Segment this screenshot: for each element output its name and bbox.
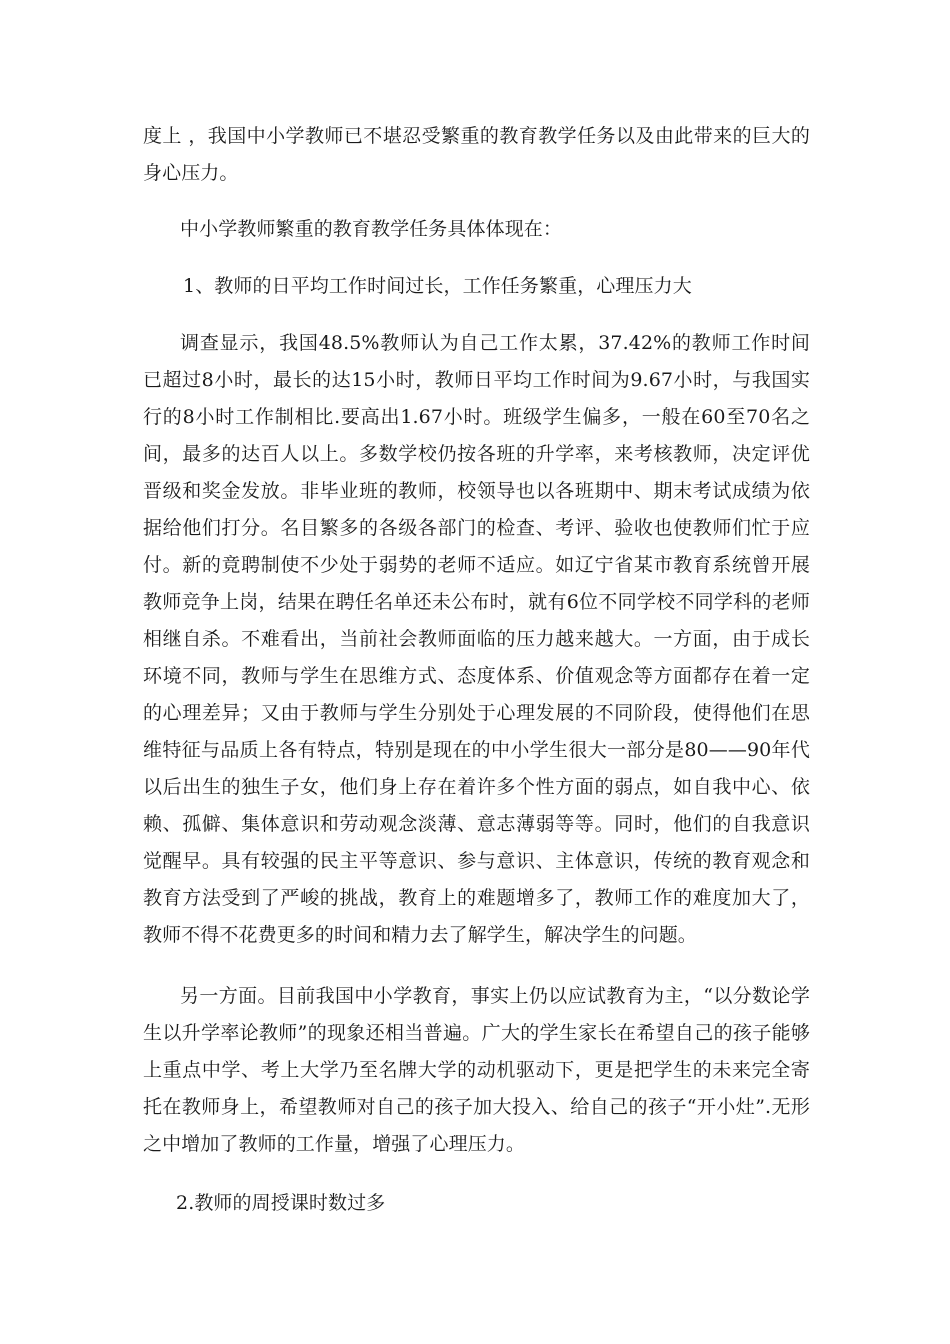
body-paragraph-other-aspect: 另一方面。目前我国中小学教育，事实上仍以应试教育为主，“以分数论学生以升学率论教师”的现象还相当普遍。广大的学生家长在希望自己的孩子能够上重点中学、考上大学乃至名牌大学的动机驱动下，更是把学生的未来完全寄托在教师身上，希望教师对自己的孩子加大投入、给自己的孩子“开小灶”.无形之中增加了教师的工作量，增强了心理压力。 bbox=[143, 985, 810, 1155]
body-paragraph-continuation: 度上 ，我国中小学教师已不堪忍受繁重的教育教学任务以及由此带来的巨大的身心压力。 bbox=[143, 125, 810, 184]
document-page bbox=[143, 0, 810, 1344]
body-paragraph-survey: 调查显示，我国48.5%教师认为自己工作太累，37.42%的教师工作时间已超过8小时，最长的达15小时，教师日平均工作时间为9.67小时，与我国实行的8小时工作制相比.要高出1.67小时。班级学生偏多，一般在60至70名之间，最多的达百人以上。多数学校仍按各班的升学率，来考核教师，决定评优晋级和奖金发放。非毕业班的教师，校领导也以各班期中、期末考试成绩为依据给他们打分。名目繁多的各级各部门的检查、考评、验收也使教师们忙于应付。新的竟聘制使不少处于弱势的老师不适应。如辽宁省某市教育系统曾开展教师竞争上岗，结果在聘任名单还未公布时，就有6位不同学校不同学科的老师相继自杀。不难看出，当前社会教师面临的压力越来越大。一方面，由于成长环境不同，教师与学生在思维方式、态度体系、价值观念等方面都存在着一定的心理差异；又由于教师与学生分别处于心理发展的不同阶段，使得他们在思维特征与品质上各有特点，特别是现在的中小学生很大一部分是80——90年代以后出生的独生子女，他们身上存在着许多个性方面的弱点，如自我中心、依赖、孤僻、集体意识和劳动观念淡薄、意志薄弱等等。同时，他们的自我意识觉醒早。具有较强的民主平等意识、参与意识、主体意识，传统的教育观念和教育方法受到了严峻的挑战，教育上的难题增多了，教师工作的难度加大了，教师不得不花费更多的时间和精力去了解学生，解决学生的问题。 bbox=[143, 332, 810, 946]
body-paragraph-intro: 中小学教师繁重的教育教学任务具体体现在： bbox=[180, 218, 563, 240]
section-heading-1: 1、教师的日平均工作时间过长，工作任务繁重，心理压力大 bbox=[183, 275, 692, 297]
section-heading-2: 2.教师的周授课时数过多 bbox=[176, 1192, 386, 1214]
